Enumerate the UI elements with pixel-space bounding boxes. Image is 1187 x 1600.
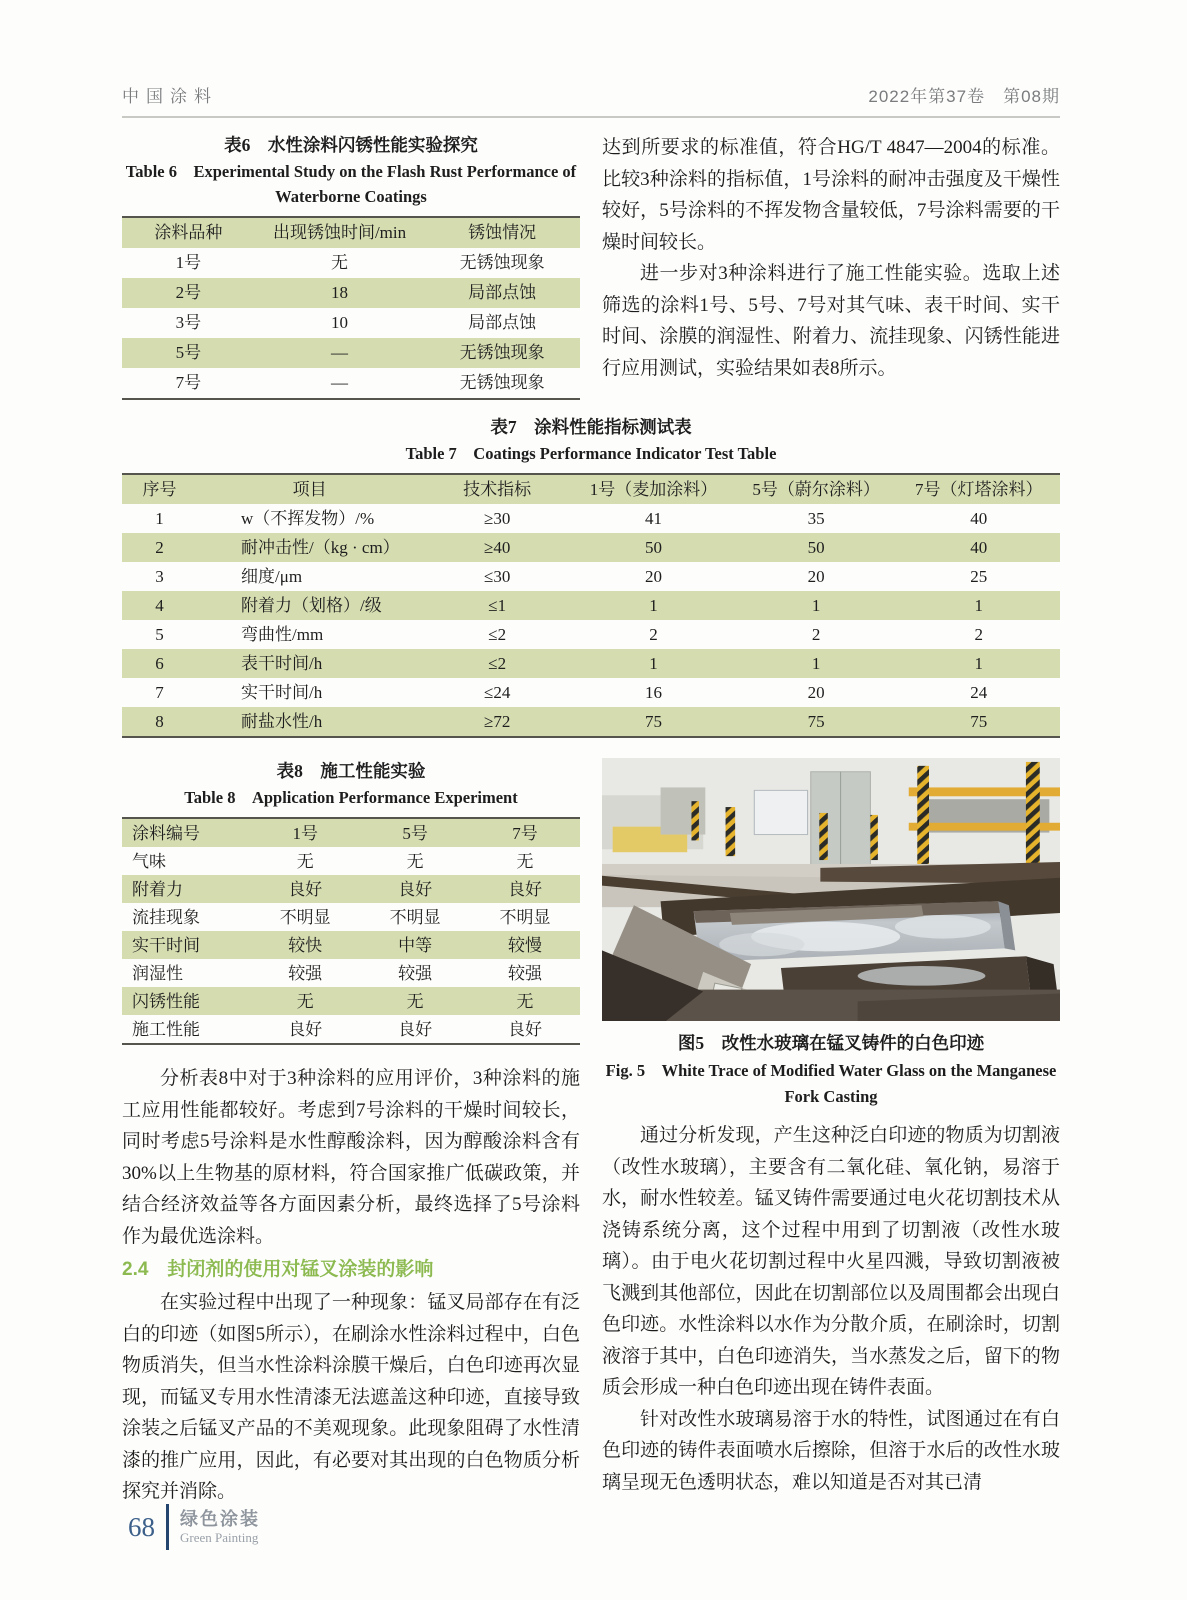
column-header: 7号 <box>512 823 538 843</box>
page-header <box>122 82 1060 118</box>
table-cell: 不明显 <box>389 907 441 927</box>
table-row <box>122 987 580 1015</box>
table7-head <box>122 474 1060 504</box>
table-row <box>122 591 1060 620</box>
footer-section-cn: 绿色涂装 <box>180 1509 260 1529</box>
table-cell: 良好 <box>398 1019 433 1039</box>
footer-section <box>180 1508 260 1546</box>
table-cell: 1 <box>974 654 983 673</box>
column-header: 7号（灯塔涂料） <box>914 480 1043 499</box>
table-cell: 40 <box>970 538 988 557</box>
section-heading-2-4: 2.4 封闭剂的使用对锰叉涂装的影响 <box>122 1259 434 1280</box>
paragraph: 在实验过程中出现了一种现象：锰叉局部存在有泛白的印迹（如图5所示），在刷涂水性涂料过程中，白色物质消失，但当水性涂料涂膜干燥后，白色印迹再次显现，而锰叉专用水性清漆无法遮盖这种印迹，直接导致涂装之后锰叉产品的不美观现象。此现象阻碍了水性清漆的推广应用，因此，有必要对其出现的白色物质分析探究并消除。 <box>122 1292 580 1502</box>
table-cell: 无 <box>406 851 424 871</box>
table-cell: ≤24 <box>484 683 511 702</box>
table-cell: 10 <box>331 313 349 332</box>
table-cell: 较快 <box>288 935 323 955</box>
table-cell: ≥30 <box>484 509 511 528</box>
table-cell: 中等 <box>398 935 433 955</box>
table-cell: 较强 <box>508 963 543 983</box>
table-cell: 6 <box>155 654 164 673</box>
left-column-top <box>122 132 580 400</box>
right-column-top <box>602 132 1060 400</box>
table-cell: 无锈蚀现象 <box>459 253 545 272</box>
table-cell: 气味 <box>132 851 166 871</box>
table-cell: 2号 <box>175 283 202 302</box>
table-cell: 良好 <box>398 879 433 899</box>
column-header: 技术指标 <box>463 480 532 499</box>
table-cell: 1 <box>155 509 164 528</box>
column-header: 出现锈蚀时间/min <box>272 223 407 242</box>
left-column-bottom <box>122 758 580 1508</box>
table-cell: 细度/μm <box>241 567 303 586</box>
table-row <box>122 678 1060 707</box>
table-cell: 无 <box>516 851 534 871</box>
column-header: 1号 <box>292 823 318 843</box>
table-cell: 无锈蚀现象 <box>459 343 545 362</box>
table-cell: 25 <box>970 567 988 586</box>
table-cell: 2 <box>811 625 821 644</box>
table-row <box>122 847 580 875</box>
table-cell: 5号 <box>175 343 202 362</box>
table-cell: 50 <box>645 538 663 557</box>
table-row <box>122 707 1060 737</box>
paragraph: 针对改性水玻璃易溶于水的特性，试图通过在有白色印迹的铸件表面喷水后擦除，但溶于水后的改性水玻璃呈现无色透明状态，难以知道是否对其已清 <box>602 1408 1060 1493</box>
table-cell: 较强 <box>398 963 433 983</box>
table-cell: 局部点蚀 <box>468 283 537 302</box>
table-cell: 75 <box>970 712 988 731</box>
table-cell: 附着力（划格）/级 <box>241 596 382 615</box>
table-row <box>122 562 1060 591</box>
table-cell: 3 <box>155 567 164 586</box>
table-cell: 75 <box>807 712 825 731</box>
table-header-row <box>122 217 580 248</box>
table-cell: 8 <box>155 712 164 731</box>
footer-divider-bar <box>166 1504 169 1550</box>
table-row <box>122 875 580 903</box>
table7 <box>122 473 1060 738</box>
table-cell: 表干时间/h <box>241 654 323 673</box>
paragraph: 进一步对3种涂料进行了施工性能实验。选取上述筛选的涂料1号、5号、7号对其气味、表干时间、实干时间、涂膜的润湿性、附着力、流挂现象、闪锈性能进行应用测试，实验结果如表8所示。 <box>602 263 1060 379</box>
table-cell: 35 <box>807 509 825 528</box>
table-cell: 4 <box>155 596 164 615</box>
table-row <box>122 931 580 959</box>
table-cell: 1 <box>811 654 821 673</box>
table-cell: 较强 <box>288 963 323 983</box>
table6 <box>122 216 580 400</box>
table-cell: 润湿性 <box>132 963 183 983</box>
table-cell: 2 <box>649 625 658 644</box>
table-cell: w（不挥发物）/% <box>241 509 375 528</box>
table8-body <box>122 847 580 1044</box>
column-header: 5号 <box>402 823 428 843</box>
table-cell: 18 <box>331 283 349 302</box>
table-cell: 无 <box>516 991 534 1011</box>
table-cell: 不明显 <box>499 907 551 927</box>
table8-title-cn: 表8 施工性能实验 <box>276 761 426 781</box>
table-row <box>122 248 580 278</box>
table6-title-en: Table 6 Experimental Study on the Flash Rust Performance of Waterborne Coatings <box>125 162 577 206</box>
paragraph: 分析表8中对于3种涂料的应用评价，3种涂料的施工应用性能都较好。考虑到7号涂料的干燥时间较长，同时考虑5号涂料是水性醇酸涂料，因为醇酸涂料含有30%以上生物基的原材料，符合国家推广低碳政策，并结合经济效益等各方面因素分析，最终选择了5号涂料作为最优选涂料。 <box>122 1068 580 1247</box>
table-cell: 20 <box>645 567 663 586</box>
table-cell: 无 <box>296 851 314 871</box>
table8-title-en: Table 8 Application Performance Experiment <box>184 788 518 807</box>
table-row <box>122 1015 580 1044</box>
table-row <box>122 649 1060 678</box>
footer-section-en: Green Painting <box>180 1530 259 1545</box>
table-cell: 附着力 <box>132 879 183 899</box>
table-row <box>122 504 1060 533</box>
table-cell: 耐盐水性/h <box>241 712 323 731</box>
table-cell: 无 <box>331 253 349 272</box>
table-cell: 24 <box>970 683 988 702</box>
table-row <box>122 620 1060 649</box>
table-cell: — <box>331 343 349 362</box>
journal-name: 中国涂料 <box>122 87 218 106</box>
table-cell: 流挂现象 <box>132 907 200 927</box>
table-cell: 2 <box>974 625 983 644</box>
table7-block <box>122 414 1060 738</box>
table-cell: 实干时间/h <box>241 683 323 702</box>
table-cell: 闪锈性能 <box>132 991 200 1011</box>
table8-head <box>122 818 580 847</box>
right-column-bottom <box>602 758 1060 1508</box>
table-cell: 50 <box>807 538 825 557</box>
figure5-caption-en: Fig. 5 White Trace of Modified Water Glass on the Manganese Fork Casting <box>605 1061 1057 1106</box>
table-row <box>122 308 580 338</box>
table-cell: ≤30 <box>484 567 511 586</box>
table-cell: 20 <box>807 567 825 586</box>
table-cell: ≥40 <box>484 538 511 557</box>
table-cell: 2 <box>155 538 164 557</box>
table-cell: 弯曲性/mm <box>241 625 324 644</box>
row-top <box>122 132 1060 400</box>
figure5-caption-cn: 图5 改性水玻璃在锰叉铸件的白色印迹 <box>677 1033 985 1053</box>
table-cell: 不明显 <box>279 907 331 927</box>
table-cell: 16 <box>645 683 663 702</box>
table-cell: 1 <box>649 596 658 615</box>
table-cell: 3号 <box>175 313 202 332</box>
table-cell: 1号 <box>175 253 202 272</box>
paragraph: 达到所要求的标准值，符合HG/T 4847—2004的标准。比较3种涂料的指标值，1号涂料的耐冲击强度及干燥性较好，5号涂料的不挥发物含量较低，7号涂料需要的干燥时间较长。 <box>602 137 1060 253</box>
column-header: 项目 <box>292 480 327 499</box>
table-cell: 局部点蚀 <box>468 313 537 332</box>
table-cell: 41 <box>645 509 663 528</box>
table-cell: 施工性能 <box>132 1019 200 1039</box>
column-header: 1号（麦加涂料） <box>589 480 718 499</box>
table-cell: ≤2 <box>488 654 507 673</box>
column-header: 序号 <box>142 480 177 499</box>
table-cell: 无 <box>406 991 424 1011</box>
table6-body <box>122 248 580 399</box>
table-cell: — <box>331 373 349 392</box>
page-footer <box>128 1504 260 1550</box>
table7-body <box>122 504 1060 737</box>
figure5 <box>602 758 1060 1110</box>
table-cell: 良好 <box>508 1019 543 1039</box>
table7-title-en: Table 7 Coatings Performance Indicator Test Table <box>405 444 777 463</box>
table-row <box>122 278 580 308</box>
table-cell: 良好 <box>288 879 323 899</box>
figure5-photo <box>602 758 1060 1021</box>
table-cell: 5 <box>155 625 164 644</box>
column-header: 涂料品种 <box>154 223 223 242</box>
table-cell: 1 <box>974 596 983 615</box>
table-header-row <box>122 818 580 847</box>
table-cell: 1 <box>811 596 821 615</box>
issue-info: 2022年第37卷 第08期 <box>868 87 1060 106</box>
table-cell: 实干时间 <box>132 935 200 955</box>
column-header: 涂料编号 <box>132 823 200 843</box>
table-row <box>122 338 580 368</box>
figure5-caption <box>602 1029 1060 1110</box>
paragraph: 通过分析发现，产生这种泛白印迹的物质为切割液（改性水玻璃），主要含有二氧化硅、氧化钠，易溶于水，耐水性较差。锰叉铸件需要通过电火花切割技术从浇铸系统分离，这个过程中用到了切割液（改性水玻璃）。由于电火花切割过程中火星四溅，导致切割液被飞溅到其他部位，因此在切割部位以及周围都会出现白色印迹。水性涂料以水作为分散介质，在刷涂时，切割液溶于其中，白色印迹消失，当水蒸发之后，留下的物质会形成一种白色印迹出现在铸件表面。 <box>602 1125 1060 1398</box>
table-cell: 7号 <box>175 373 202 392</box>
table7-title-cn: 表7 涂料性能指标测试表 <box>490 417 692 437</box>
row-bottom <box>122 758 1060 1508</box>
table-cell: ≤2 <box>488 625 507 644</box>
table-cell: 无 <box>296 991 314 1011</box>
table-row <box>122 959 580 987</box>
table-row <box>122 368 580 399</box>
table-cell: ≥72 <box>484 712 511 731</box>
table-cell: ≤1 <box>488 596 507 615</box>
column-header: 5号（蔚尔涂料） <box>752 480 880 499</box>
table-cell: 1 <box>649 654 658 673</box>
table-cell: 无锈蚀现象 <box>459 373 545 392</box>
table-row <box>122 533 1060 562</box>
table-cell: 75 <box>645 712 663 731</box>
table-cell: 耐冲击性/（kg · cm） <box>241 538 400 557</box>
table6-head <box>122 217 580 248</box>
table6-title-cn: 表6 水性涂料闪锈性能实验探究 <box>224 135 478 155</box>
table-cell: 40 <box>970 509 988 528</box>
table8 <box>122 817 580 1045</box>
table-header-row <box>122 474 1060 504</box>
page-number: 68 <box>128 1511 155 1542</box>
table-cell: 7 <box>155 683 164 702</box>
table-cell: 20 <box>807 683 825 702</box>
column-header: 锈蚀情况 <box>468 223 537 242</box>
table-cell: 较慢 <box>508 935 543 955</box>
table-cell: 良好 <box>508 879 543 899</box>
table-cell: 良好 <box>288 1019 323 1039</box>
table-row <box>122 903 580 931</box>
